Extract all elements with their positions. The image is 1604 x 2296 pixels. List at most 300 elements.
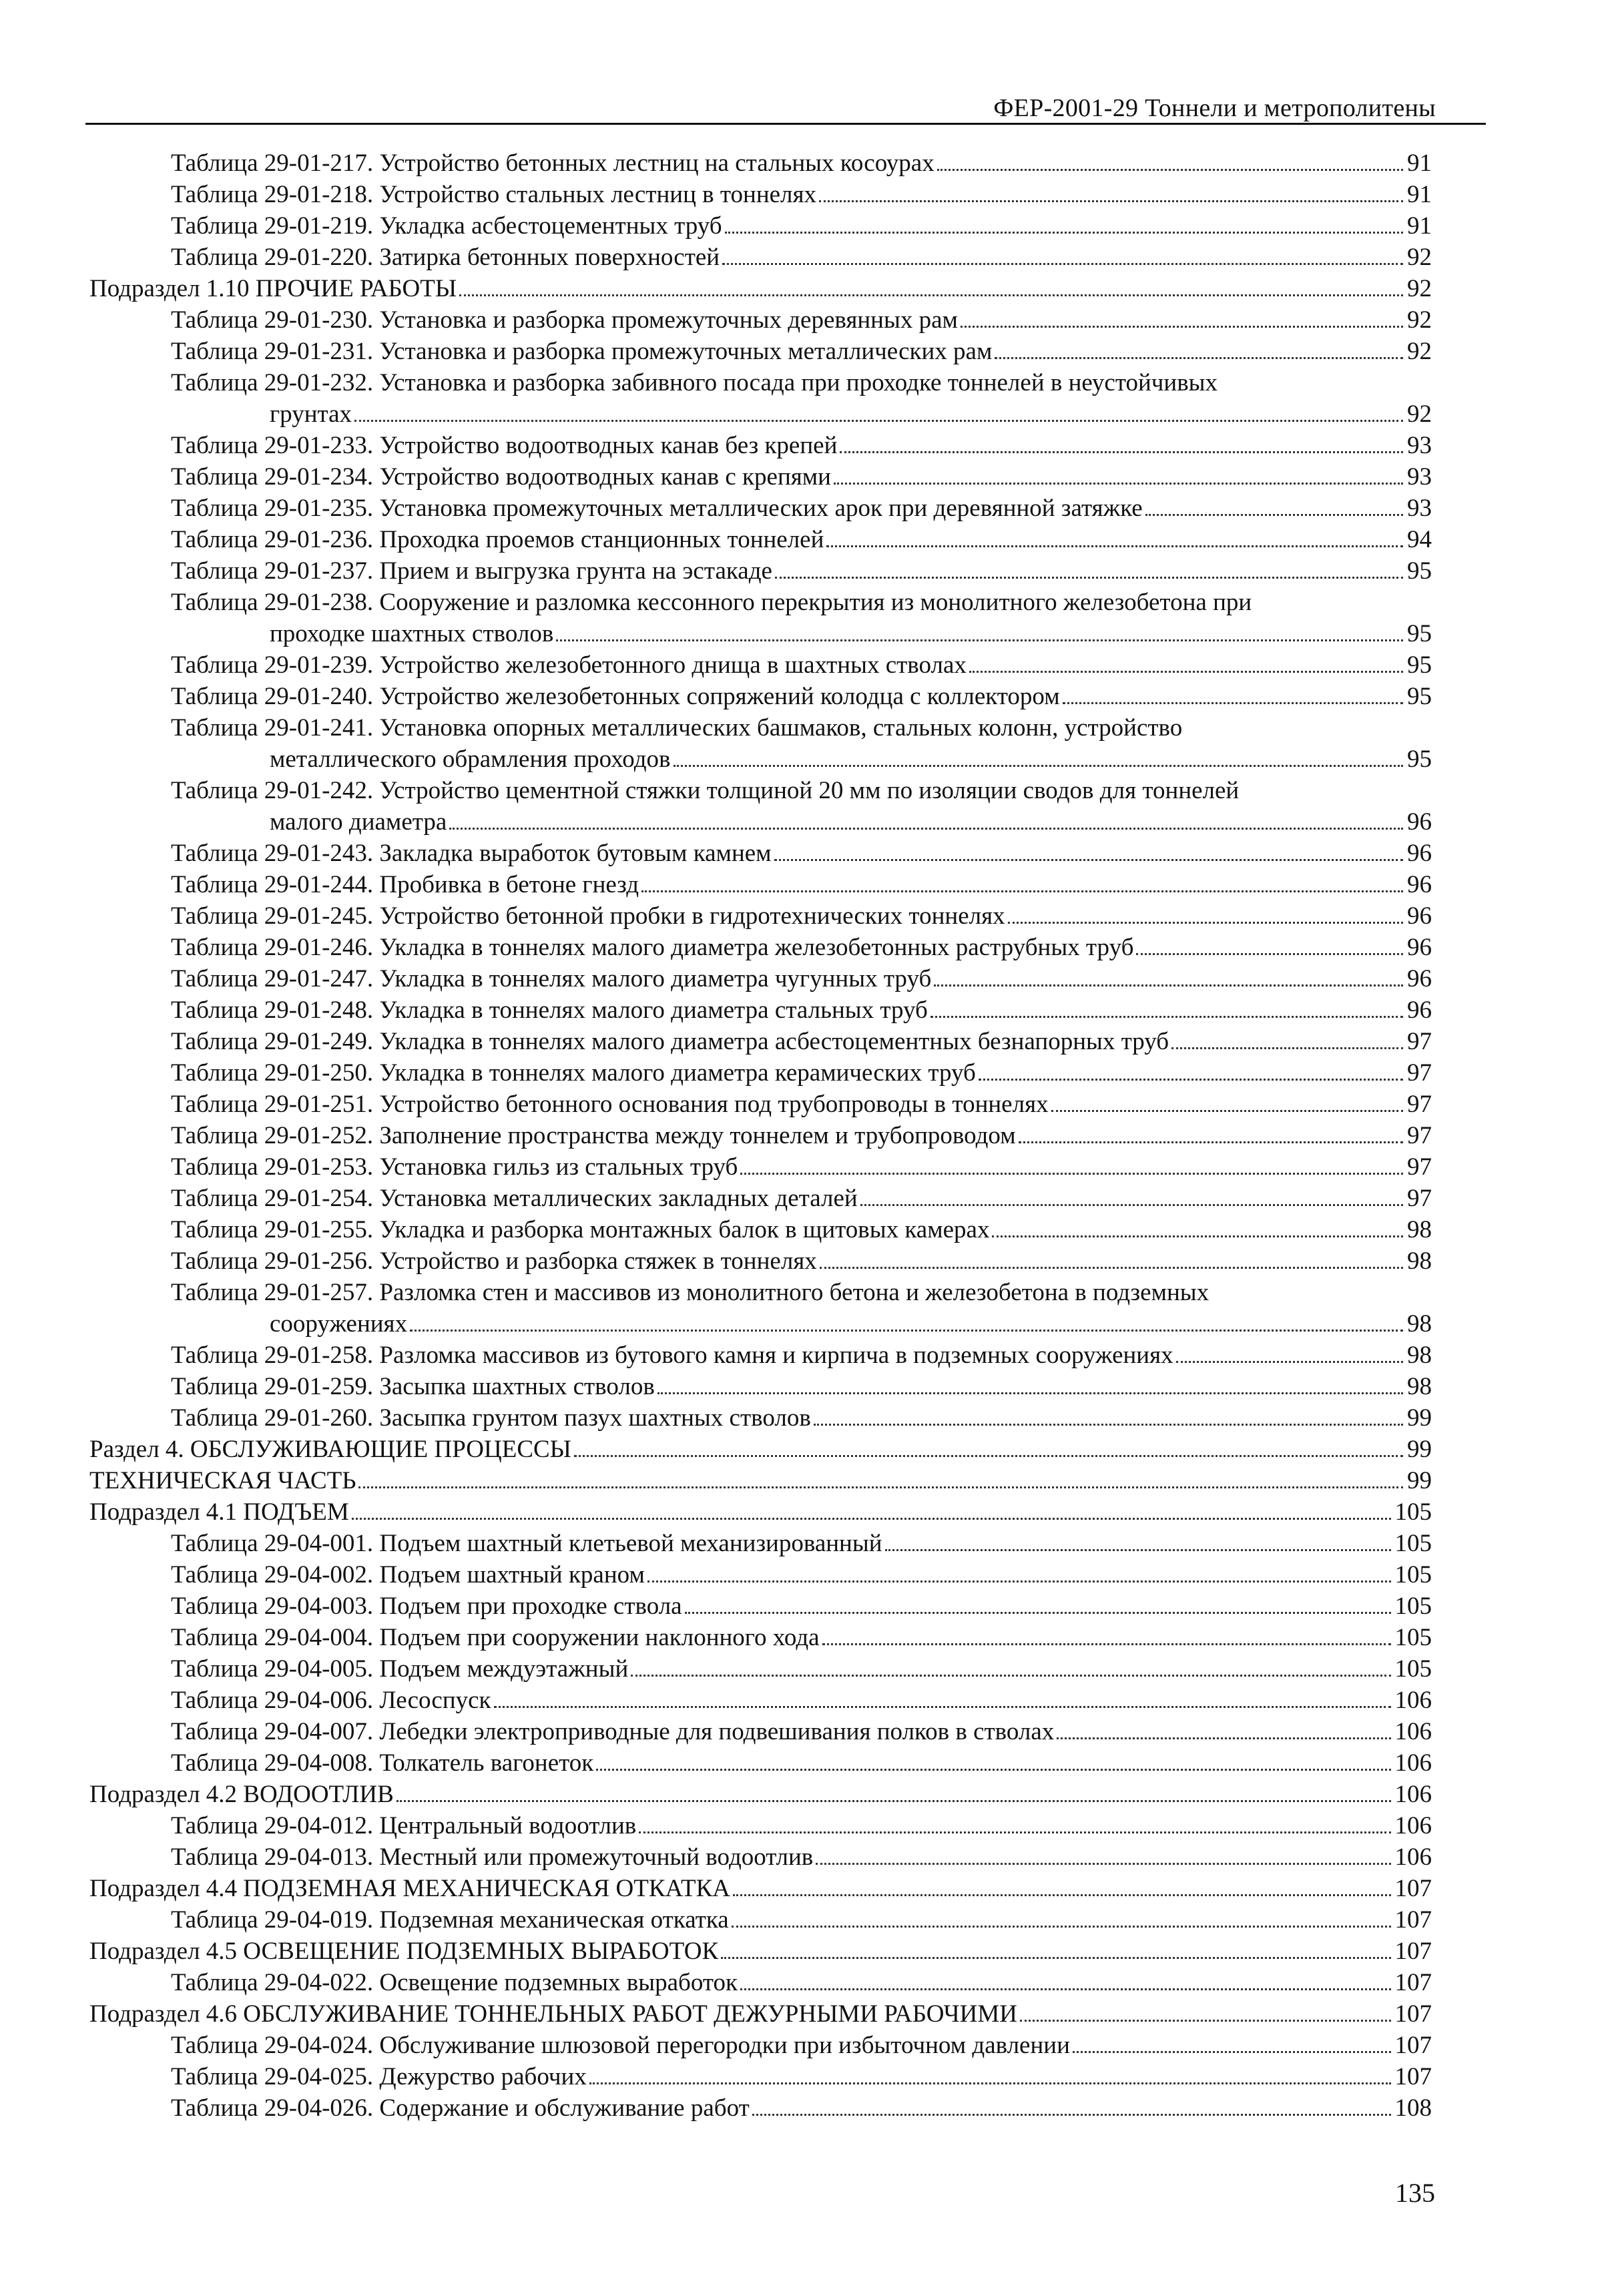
toc-table-entry[interactable]: [0, 900, 1604, 932]
dot-leader: [860, 1204, 1403, 1206]
toc-table-entry[interactable]: [0, 1528, 1604, 1559]
toc-entry-inner: [171, 1716, 1432, 1747]
dot-leader: [1020, 2020, 1391, 2022]
toc-table-entry[interactable]: [0, 1810, 1604, 1841]
toc-entry-inner: [171, 1402, 1432, 1434]
toc-entry-line: [171, 2030, 1432, 2061]
toc-entry-page: 97: [1407, 1153, 1432, 1181]
toc-entry-title: Подраздел 4.1 ПОДЪЕМ: [89, 1498, 349, 1526]
toc-entry-inner: [171, 242, 1432, 273]
toc-table-entry[interactable]: [0, 587, 1604, 649]
toc-entry-inner: [171, 1591, 1432, 1622]
toc-entry-inner: [171, 1747, 1432, 1779]
toc-entry-inner: [171, 587, 1432, 649]
dot-leader: [631, 1675, 1390, 1677]
toc-entry-line: [171, 1904, 1432, 1936]
dot-leader: [596, 1769, 1390, 1771]
toc-entry-page: 107: [1394, 2000, 1432, 2028]
toc-entry-line: [171, 524, 1432, 555]
toc-entry-inner: [171, 869, 1432, 900]
dot-leader: [494, 1706, 1391, 1708]
toc-table-entry[interactable]: [0, 963, 1604, 994]
toc-table-entry[interactable]: [0, 1026, 1604, 1057]
toc-entry-line: [171, 430, 1432, 461]
toc-entry-title: Таблица 29-01-255. Укладка и разборка монтажных балок в щитовых камерах: [171, 1216, 990, 1243]
toc-entry-line: [171, 1559, 1432, 1591]
dot-leader: [937, 169, 1403, 171]
toc-table-entry[interactable]: [0, 1685, 1604, 1716]
toc-table-entry[interactable]: [0, 1089, 1604, 1120]
toc-entry-title: Таблица 29-01-259. Засыпка шахтных стволов: [171, 1373, 655, 1400]
dot-leader: [814, 1424, 1403, 1426]
toc-entry-page: 92: [1407, 400, 1432, 428]
toc-entry-inner: [171, 1089, 1432, 1120]
toc-entry-line: [171, 1089, 1432, 1120]
dot-leader: [740, 1988, 1390, 1990]
toc-entry-inner: [171, 1371, 1432, 1402]
toc-table-entry[interactable]: [0, 2030, 1604, 2061]
dot-leader: [358, 1486, 1403, 1488]
toc-entry-page: 93: [1407, 495, 1432, 522]
toc-table-entry[interactable]: [0, 367, 1604, 430]
toc-entry-inner: [171, 1245, 1432, 1277]
toc-entry-line: [171, 210, 1432, 242]
dot-leader: [1176, 1361, 1403, 1363]
toc-entry-title: Таблица 29-01-246. Укладка в тоннелях малого диаметра железобетонных раструбных труб: [171, 934, 1134, 961]
toc-entry-inner: [171, 1810, 1432, 1841]
toc-entry-inner: [171, 524, 1432, 555]
toc-entry-page: 97: [1407, 1185, 1432, 1212]
dot-leader: [930, 1016, 1403, 1018]
toc-table-entry[interactable]: [0, 1622, 1604, 1653]
toc-entry-line: [89, 1998, 1432, 2030]
toc-table-entry[interactable]: [0, 1841, 1604, 1873]
toc-entry-inner: [171, 649, 1432, 681]
dot-leader: [733, 1894, 1391, 1896]
toc-entry-line: [171, 304, 1432, 336]
toc-entry-inner: [89, 1465, 1432, 1496]
toc-entry-line: [89, 1873, 1432, 1904]
toc-entry-inner: [171, 1685, 1432, 1716]
toc-table-entry[interactable]: [0, 336, 1604, 367]
dot-leader: [589, 2082, 1391, 2084]
toc-entry-inner: [171, 304, 1432, 336]
header-rule: [85, 123, 1486, 125]
toc-entry-line: [171, 900, 1432, 932]
toc-entry-inner: [171, 1340, 1432, 1371]
toc-entry-line: [171, 932, 1432, 963]
dot-leader: [410, 1330, 1403, 1332]
toc-entry-line: [171, 555, 1432, 587]
toc-entry-inner: [171, 932, 1432, 963]
toc-entry-page: 107: [1394, 2032, 1432, 2059]
toc-entry-inner: [171, 336, 1432, 367]
toc-section-entry[interactable]: [0, 1434, 1604, 1465]
toc-entry-inner: [171, 1183, 1432, 1214]
toc-entry-page: 98: [1407, 1310, 1432, 1338]
dot-leader: [934, 984, 1403, 986]
toc-table-entry[interactable]: [0, 1904, 1604, 1936]
toc-entry-inner: [171, 1559, 1432, 1591]
toc-table-entry[interactable]: [0, 1340, 1604, 1371]
toc-entry-page: 98: [1407, 1342, 1432, 1369]
toc-entry-page: 96: [1407, 902, 1432, 930]
toc-entry-page: 107: [1394, 2063, 1432, 2090]
toc-section-entry[interactable]: [0, 1998, 1604, 2030]
toc-table-entry[interactable]: [0, 775, 1604, 838]
toc-entry-inner: [171, 555, 1432, 587]
toc-section-entry[interactable]: [0, 1873, 1604, 1904]
dot-leader: [639, 1831, 1390, 1833]
toc-entry-title: Таблица 29-04-006. Лесоспуск: [171, 1687, 491, 1714]
toc-table-entry[interactable]: [0, 1057, 1604, 1089]
toc-entry-page: 94: [1407, 526, 1432, 553]
toc-entry-line: [171, 869, 1432, 900]
toc-entry-page: 105: [1394, 1593, 1432, 1620]
toc-entry-line: [89, 1434, 1432, 1465]
toc-table-entry[interactable]: [0, 210, 1604, 242]
toc-entry-inner: [171, 148, 1432, 179]
toc-entry-inner: [171, 712, 1432, 775]
toc-entry-page: 105: [1394, 1498, 1432, 1526]
toc-table-entry[interactable]: [0, 932, 1604, 963]
dot-leader: [1171, 1047, 1403, 1049]
toc-entry-inner: [171, 2061, 1432, 2092]
toc-entry-page: 92: [1407, 275, 1432, 302]
toc-table-entry[interactable]: [0, 524, 1604, 555]
toc-entry-inner: [171, 1841, 1432, 1873]
toc-table-entry[interactable]: [0, 148, 1604, 179]
toc-entry-page: 96: [1407, 996, 1432, 1024]
toc-entry-title: Таблица 29-01-237. Прием и выгрузка грунта на эстакаде: [171, 557, 772, 585]
toc-entry-title: Таблица 29-04-008. Толкатель вагонеток: [171, 1749, 594, 1777]
toc-entry-page: 96: [1407, 808, 1432, 836]
toc-entry-title: Подраздел 4.6 ОБСЛУЖИВАНИЕ ТОННЕЛЬНЫХ РАБОТ ДЕЖУРНЫМИ РАБОЧИМИ: [89, 2000, 1017, 2028]
toc-entry-inner: [89, 1998, 1432, 2030]
toc-entry-page: 107: [1394, 1969, 1432, 1996]
toc-entry-line: [171, 1308, 1432, 1340]
dot-leader: [752, 2114, 1391, 2116]
page-number: 135: [1395, 2178, 1435, 2208]
dot-leader: [1057, 1737, 1390, 1739]
toc-table-entry[interactable]: [0, 461, 1604, 493]
toc-entry-inner: [89, 1496, 1432, 1528]
dot-leader: [820, 1267, 1403, 1269]
toc-entry-page: 95: [1407, 746, 1432, 773]
toc-entry-page: 92: [1407, 306, 1432, 334]
toc-entry-inner: [171, 1151, 1432, 1183]
toc-table-entry[interactable]: [0, 712, 1604, 775]
toc-table-entry[interactable]: [0, 493, 1604, 524]
toc-entry-page: 106: [1394, 1687, 1432, 1714]
toc-entry-inner: [89, 1434, 1432, 1465]
toc-entry-title: Таблица 29-01-249. Укладка в тоннелях малого диаметра асбестоцементных безнапорных труб: [171, 1028, 1169, 1055]
dot-leader: [722, 263, 1403, 265]
dot-leader: [459, 294, 1403, 296]
toc-entry-line: [89, 1465, 1432, 1496]
toc-entry-title: Таблица 29-01-253. Установка гильз из стальных труб: [171, 1153, 738, 1181]
toc-table-entry[interactable]: [0, 1245, 1604, 1277]
toc-table-entry[interactable]: [0, 1747, 1604, 1779]
toc-entry-line: [171, 461, 1432, 493]
toc-table-entry[interactable]: [0, 838, 1604, 869]
toc-entry-page: 91: [1407, 150, 1432, 177]
dot-leader: [1008, 922, 1403, 924]
dot-leader: [641, 890, 1403, 892]
toc-entry-page: 91: [1407, 181, 1432, 208]
toc-entry-inner: [171, 1528, 1432, 1559]
toc-entry-title: Таблица 29-04-012. Центральный водоотлив: [171, 1812, 637, 1839]
dot-leader: [995, 357, 1403, 359]
dot-leader: [774, 859, 1403, 861]
toc-entry-title: Таблица 29-01-258. Разломка массивов из бутового камня и кирпича в подземных сооружениях: [171, 1342, 1173, 1369]
dot-leader: [574, 1455, 1403, 1457]
dot-leader: [1063, 702, 1403, 704]
dot-leader: [721, 1957, 1390, 1959]
toc-entry-line: [171, 1245, 1432, 1277]
toc-entry-title: Таблица 29-01-232. Установка и разборка забивного посада при проходке тоннелей в неустойчивых: [171, 369, 1218, 396]
toc-entry-title: Таблица 29-04-007. Лебедки электроприводные для подвешивания полков в стволах: [171, 1718, 1055, 1745]
toc-entry-line: [171, 1026, 1432, 1057]
toc-entry-title: Таблица 29-01-251. Устройство бетонного основания под трубопроводы в тоннелях: [171, 1091, 1049, 1118]
toc-entry-title: Таблица 29-01-220. Затирка бетонных поверхностей: [171, 244, 720, 271]
dot-leader: [647, 1581, 1391, 1583]
toc-entry-line: [171, 1716, 1432, 1747]
toc-entry-line: [171, 681, 1432, 712]
toc-entry-line: [171, 1841, 1432, 1873]
toc-entry-page: 92: [1407, 244, 1432, 271]
toc-section-entry[interactable]: [0, 273, 1604, 304]
toc-entry-inner: [171, 900, 1432, 932]
dot-leader: [449, 828, 1403, 830]
toc-entry-title: Таблица 29-01-241. Установка опорных металлических башмаков, стальных колонн, устройство: [171, 714, 1183, 742]
toc-entry-page: 96: [1407, 934, 1432, 961]
dot-leader: [969, 671, 1403, 673]
toc-entry-line: [171, 806, 1432, 838]
toc-entry-title: Таблица 29-01-240. Устройство железобетонных сопряжений колодца с коллектором: [171, 683, 1060, 710]
toc-table-entry[interactable]: [0, 681, 1604, 712]
toc-entry-title-continuation: грунтах: [270, 400, 352, 428]
toc-entry-page: 108: [1394, 2094, 1432, 2122]
toc-table-entry[interactable]: [0, 869, 1604, 900]
toc-table-entry[interactable]: [0, 1559, 1604, 1591]
toc-entry-title: Таблица 29-01-252. Заполнение пространства между тоннелем и трубопроводом: [171, 1122, 1016, 1149]
toc-entry-line: [171, 963, 1432, 994]
toc-entry-line: [171, 242, 1432, 273]
toc-section-entry[interactable]: [0, 1465, 1604, 1496]
toc-entry-title: Таблица 29-01-245. Устройство бетонной пробки в гидротехнических тоннелях: [171, 902, 1005, 930]
toc-entry-line: [171, 1653, 1432, 1685]
toc-entry-line: [89, 1496, 1432, 1528]
toc-table-entry[interactable]: [0, 1716, 1604, 1747]
toc-table-entry[interactable]: [0, 1183, 1604, 1214]
toc-table-entry[interactable]: [0, 1371, 1604, 1402]
toc-entry-inner: [171, 1026, 1432, 1057]
toc-entry-inner: [171, 1622, 1432, 1653]
toc-entry-inner: [89, 1936, 1432, 1967]
toc-entry-title: Таблица 29-01-250. Укладка в тоннелях малого диаметра керамических труб: [171, 1059, 976, 1087]
toc-entry-line: [171, 649, 1432, 681]
toc-entry-line: [171, 1183, 1432, 1214]
toc-entry-page: 93: [1407, 463, 1432, 491]
toc-entry-title: Таблица 29-01-239. Устройство железобетонного днища в шахтных стволах: [171, 651, 967, 679]
toc-entry-page: 98: [1407, 1373, 1432, 1400]
toc-entry-line: [171, 1151, 1432, 1183]
toc-entry-line: [171, 2061, 1432, 2092]
dot-leader: [657, 1392, 1403, 1394]
toc-entry-page: 95: [1407, 683, 1432, 710]
toc-entry-page: 93: [1407, 432, 1432, 459]
toc-entry-title: Таблица 29-01-233. Устройство водоотводных канав без крепей: [171, 432, 838, 459]
toc-entry-title: Таблица 29-01-254. Установка металлических закладных деталей: [171, 1185, 858, 1212]
toc-entry-title-continuation: сооружениях: [270, 1310, 408, 1338]
running-header: ФЕР-2001-29 Тоннели и метрополитены: [993, 94, 1436, 122]
toc-table-entry[interactable]: [0, 242, 1604, 273]
toc-entry-page: 97: [1407, 1059, 1432, 1087]
toc-entry-line: [171, 1057, 1432, 1089]
toc-entry-title: Таблица 29-01-260. Засыпка грунтом пазух шахтных стволов: [171, 1404, 811, 1432]
toc-table-entry[interactable]: [0, 1120, 1604, 1151]
dot-leader: [725, 232, 1403, 234]
toc-entry-title: Таблица 29-01-256. Устройство и разборка стяжек в тоннелях: [171, 1247, 817, 1275]
dot-leader: [556, 639, 1403, 641]
toc-entry-title: Таблица 29-01-234. Устройство водоотводных канав с крепями: [171, 463, 831, 491]
toc-table-entry[interactable]: [0, 1967, 1604, 1998]
toc-entry-line: [171, 1214, 1432, 1245]
toc-entry-inner: [171, 1653, 1432, 1685]
dot-leader: [840, 451, 1403, 453]
toc-entry-line: [171, 1120, 1432, 1151]
toc-table-entry[interactable]: [0, 304, 1604, 336]
toc-entry-line: [171, 148, 1432, 179]
toc-entry-page: 97: [1407, 1091, 1432, 1118]
toc-entry-page: 95: [1407, 557, 1432, 585]
toc-entry-inner: [89, 1873, 1432, 1904]
toc-entry-page: 99: [1407, 1436, 1432, 1463]
toc-table-entry[interactable]: [0, 649, 1604, 681]
toc-section-entry[interactable]: [0, 1936, 1604, 1967]
toc-entry-inner: [171, 1057, 1432, 1089]
toc-entry-inner: [171, 1904, 1432, 1936]
dot-leader: [992, 1235, 1403, 1237]
toc-entry-line: [171, 2092, 1432, 2124]
toc-table-entry[interactable]: [0, 2061, 1604, 2092]
toc-entry-title-continuation: малого диаметра: [270, 808, 447, 836]
dot-leader: [685, 1612, 1391, 1614]
toc-entry-line: [171, 336, 1432, 367]
toc-entry-inner: [171, 210, 1432, 242]
toc-entry-title: Подраздел 4.5 ОСВЕЩЕНИЕ ПОДЗЕМНЫХ ВЫРАБОТОК: [89, 1938, 719, 1965]
dot-leader: [826, 545, 1403, 547]
toc-entry-page: 107: [1394, 1938, 1432, 1965]
toc-entry-title: Таблица 29-04-002. Подъем шахтный краном: [171, 1561, 645, 1589]
dot-leader: [740, 1173, 1403, 1175]
toc-entry-page: 95: [1407, 620, 1432, 647]
toc-section-entry[interactable]: [0, 1496, 1604, 1528]
toc-entry-line: [171, 493, 1432, 524]
dot-leader: [816, 1863, 1390, 1865]
toc-entry-page: 98: [1407, 1247, 1432, 1275]
toc-entry-title: Таблица 29-01-219. Укладка асбестоцементных труб: [171, 212, 722, 240]
toc-entry-inner: [171, 775, 1432, 838]
toc-table-entry[interactable]: [0, 179, 1604, 210]
toc-entry-title: Таблица 29-01-217. Устройство бетонных лестниц на стальных косоурах: [171, 150, 934, 177]
toc-table-entry[interactable]: [0, 994, 1604, 1026]
toc-entry-title: Таблица 29-01-231. Установка и разборка промежуточных металлических рам: [171, 338, 993, 365]
dot-leader: [354, 420, 1403, 422]
dot-leader: [775, 577, 1403, 579]
toc-entry-inner: [171, 430, 1432, 461]
toc-entry-title: Таблица 29-01-242. Устройство цементной стяжки толщиной 20 мм по изоляции сводов для тоннелей: [171, 777, 1240, 804]
toc-entry-title: Таблица 29-04-022. Освещение подземных выработок: [171, 1969, 738, 1996]
toc-entry-title: Таблица 29-04-025. Дежурство рабочих: [171, 2063, 587, 2090]
toc-entry-line: [171, 1340, 1432, 1371]
toc-entry-page: 96: [1407, 965, 1432, 992]
toc-entry-page: 99: [1407, 1467, 1432, 1494]
dot-leader: [1019, 1141, 1403, 1143]
toc-entry-page: 97: [1407, 1122, 1432, 1149]
toc-entry-inner: [171, 493, 1432, 524]
toc-entry-page: 105: [1394, 1624, 1432, 1651]
toc-table-entry[interactable]: [0, 1402, 1604, 1434]
toc-entry-page: 106: [1394, 1718, 1432, 1745]
toc-entry-title: Раздел 4. ОБСЛУЖИВАЮЩИЕ ПРОЦЕССЫ: [89, 1436, 571, 1463]
toc-entry-inner: [89, 1779, 1432, 1810]
toc-entry-inner: [171, 2092, 1432, 2124]
toc-entry-page: 91: [1407, 212, 1432, 240]
toc-entry-line: [171, 994, 1432, 1026]
toc-entry-line: [171, 744, 1432, 775]
toc-entry-title: Таблица 29-01-257. Разломка стен и массивов из монолитного бетона и железобетона в подземных: [171, 1279, 1210, 1306]
toc-table-entry[interactable]: [0, 1214, 1604, 1245]
toc-entry-inner: [89, 273, 1432, 304]
toc-table-entry[interactable]: [0, 430, 1604, 461]
toc-table-entry[interactable]: [0, 555, 1604, 587]
toc-entry-inner: [171, 1967, 1432, 1998]
dot-leader: [1145, 514, 1403, 516]
toc-entry-inner: [171, 994, 1432, 1026]
toc-entry-line: [171, 179, 1432, 210]
toc-entry-line: [89, 1779, 1432, 1810]
dot-leader: [396, 1800, 1391, 1802]
dot-leader: [822, 1643, 1391, 1645]
toc-table-entry[interactable]: [0, 1277, 1604, 1340]
dot-leader: [961, 326, 1403, 328]
toc-entry-page: 107: [1394, 1875, 1432, 1902]
toc-entry-title: Подраздел 4.4 ПОДЗЕМНАЯ МЕХАНИЧЕСКАЯ ОТКАТКА: [89, 1875, 730, 1902]
toc-entry-line: [171, 838, 1432, 869]
toc-table-entry[interactable]: [0, 1151, 1604, 1183]
toc-entry-page: 105: [1394, 1561, 1432, 1589]
toc-entry-inner: [171, 179, 1432, 210]
toc-entry-title: Таблица 29-01-244. Пробивка в бетоне гнезд: [171, 871, 639, 898]
toc-entry-inner: [171, 838, 1432, 869]
toc-entry-line: [171, 1747, 1432, 1779]
toc-entry-title: Подраздел 1.10 ПРОЧИЕ РАБОТЫ: [89, 275, 457, 302]
toc-section-entry[interactable]: [0, 1779, 1604, 1810]
toc-table-entry[interactable]: [0, 1591, 1604, 1622]
toc-entry-title: Таблица 29-04-024. Обслуживание шлюзовой перегородки при избыточном давлении: [171, 2032, 1070, 2059]
toc-entry-title-continuation: проходке шахтных стволов: [270, 620, 554, 647]
toc-entry-inner: [171, 2030, 1432, 2061]
dot-leader: [732, 1926, 1391, 1928]
toc-entry-title-continuation: металлического обрамления проходов: [270, 746, 671, 773]
toc-table-entry[interactable]: [0, 2092, 1604, 2124]
toc-entry-title: Таблица 29-04-005. Подъем междуэтажный: [171, 1655, 629, 1683]
toc-table-entry[interactable]: [0, 1653, 1604, 1685]
toc-entry-page: 106: [1394, 1781, 1432, 1808]
toc-entry-title: Таблица 29-01-235. Установка промежуточных металлических арок при деревянной затяжке: [171, 495, 1143, 522]
